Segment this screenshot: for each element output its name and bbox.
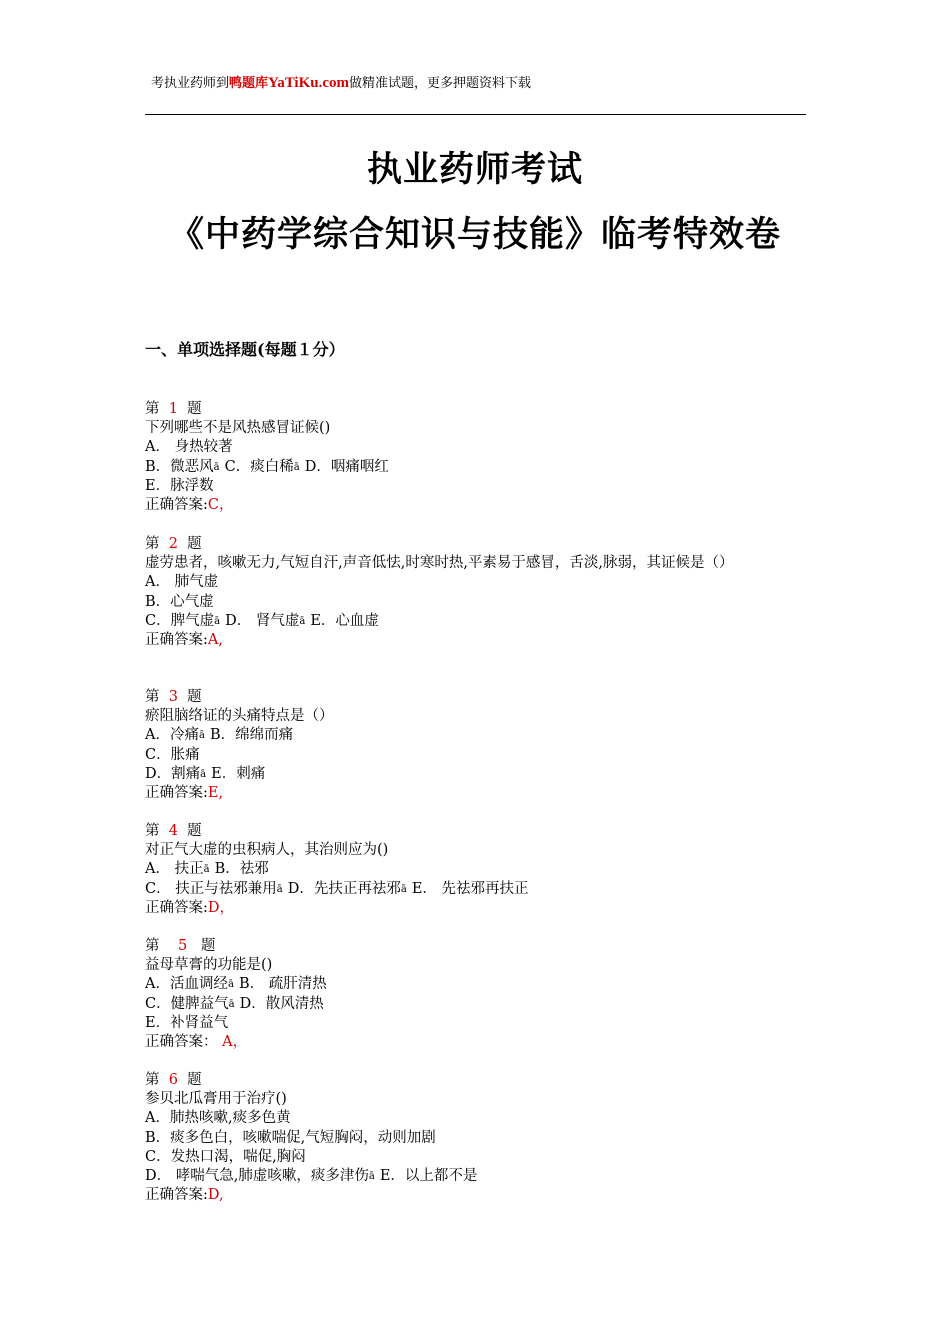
question-number-value: 3 xyxy=(168,689,178,705)
question-number-prefix: 第 xyxy=(145,823,160,839)
option-e: E．刺痛 xyxy=(211,765,266,782)
option-d: D． 哮喘气急,肺虚咳嗽，痰多津伤 xyxy=(145,1168,369,1185)
separator-icon: ā xyxy=(214,615,221,627)
brand-domain-suffix: .com xyxy=(318,75,350,91)
option-b: B．心气虚 xyxy=(145,593,214,610)
answer-row xyxy=(145,1186,810,1205)
question-number-suffix: 题 xyxy=(187,1072,202,1088)
option-c: C．痰白稀 xyxy=(224,458,294,475)
question-number-value: 4 xyxy=(168,823,178,839)
question-number xyxy=(145,400,810,419)
answer-label: 正确答案: xyxy=(145,497,208,514)
question-1 xyxy=(145,400,810,515)
question-5 xyxy=(145,937,810,1052)
option-e: E．脉浮数 xyxy=(145,477,214,494)
separator-icon: ā xyxy=(203,864,210,876)
option-row-ab xyxy=(145,975,810,994)
separator-icon: ā xyxy=(400,883,407,895)
header-tagline: 做精准试题，更多押题资料下载 xyxy=(349,76,532,91)
option-b: B．微恶风 xyxy=(145,458,214,475)
option-e: E．补肾益气 xyxy=(145,1014,229,1031)
option-row-cde xyxy=(145,880,810,899)
option-row-ab xyxy=(145,860,810,879)
option-c: C． 扶正与祛邪兼用 xyxy=(145,880,277,897)
brand-name-en[interactable] xyxy=(268,75,349,91)
question-number-prefix: 第 xyxy=(145,536,160,552)
option-a: A．冷痛 xyxy=(145,727,199,744)
answer-value: A， xyxy=(222,1034,248,1051)
brand-name-en-text: YaTiKu xyxy=(268,75,319,91)
separator-icon: ā xyxy=(198,730,205,742)
question-number-suffix: 题 xyxy=(187,401,202,417)
answer-row xyxy=(145,1033,810,1052)
question-number xyxy=(145,822,810,841)
option-row-ab xyxy=(145,726,810,745)
question-number-suffix: 题 xyxy=(187,823,202,839)
option-c: C．健脾益气 xyxy=(145,995,229,1012)
question-stem: 对正气大虚的虫积病人，其治则应为() xyxy=(145,842,389,859)
option-a: A． 身热较著 xyxy=(145,439,233,456)
question-number-prefix: 第 xyxy=(145,938,160,954)
option-row-cde xyxy=(145,612,810,631)
answer-row xyxy=(145,784,810,803)
question-number xyxy=(145,535,810,554)
question-number-value: 5 xyxy=(177,938,188,954)
answer-row xyxy=(145,496,810,515)
header-divider xyxy=(145,114,806,115)
question-stem: 益母草膏的功能是() xyxy=(145,957,273,974)
separator-icon: ā xyxy=(293,461,300,473)
answer-value: C， xyxy=(207,497,234,514)
question-6 xyxy=(145,1071,810,1205)
option-a: A．活血调经 xyxy=(145,976,228,993)
question-number-suffix: 题 xyxy=(187,536,202,552)
option-row-de xyxy=(145,765,810,784)
option-d: D．割痛 xyxy=(145,765,201,782)
question-number-prefix: 第 xyxy=(145,689,160,705)
question-stem: 参贝北瓜膏用于治疗() xyxy=(145,1091,287,1108)
answer-label: 正确答案: xyxy=(145,1187,208,1204)
question-number-value: 1 xyxy=(168,401,178,417)
question-number xyxy=(145,937,810,956)
option-d: D．先扶正再祛邪 xyxy=(287,880,401,897)
question-number-prefix: 第 xyxy=(145,1072,160,1088)
option-row-de xyxy=(145,1167,810,1186)
option-b: B． 疏肝清热 xyxy=(238,976,327,993)
option-e: E．心血虚 xyxy=(310,612,379,629)
option-c: C．脾气虚 xyxy=(145,612,215,629)
option-e: E． 先祛邪再扶正 xyxy=(411,880,529,897)
answer-value: D, xyxy=(207,1187,224,1204)
question-stem: 瘀阻脑络证的头痛特点是（） xyxy=(145,708,334,725)
question-2 xyxy=(145,535,810,650)
option-c: C．胀痛 xyxy=(145,746,200,763)
answer-label: 正确答案: xyxy=(145,899,208,916)
option-a: A．肺热咳嗽,痰多色黄 xyxy=(145,1110,291,1127)
answer-row xyxy=(145,899,810,918)
separator-icon: ā xyxy=(227,979,234,991)
option-b: B．痰多色白，咳嗽喘促,气短胸闷，动则加剧 xyxy=(145,1129,436,1146)
option-a: A． 扶正 xyxy=(145,861,204,878)
document-title-line1: 执业药师考试 xyxy=(366,149,583,190)
option-a: A． 肺气虚 xyxy=(145,574,219,591)
question-number-suffix: 题 xyxy=(187,689,202,705)
option-b: B．祛邪 xyxy=(214,861,269,878)
option-d: D． 肾气虚 xyxy=(225,612,300,629)
section-heading: 一、单项选择题(每题１分） xyxy=(145,340,345,359)
separator-icon: ā xyxy=(213,461,220,473)
question-number-value: 6 xyxy=(168,1072,178,1088)
separator-icon: ā xyxy=(228,998,235,1010)
answer-label: 正确答案: xyxy=(145,632,208,649)
question-stem: 下列哪些不是风热感冒证候() xyxy=(145,420,331,437)
answer-value: A, xyxy=(207,632,223,649)
question-3 xyxy=(145,688,810,803)
answer-value: E, xyxy=(207,785,224,802)
option-d: D．咽痛咽红 xyxy=(304,458,389,475)
question-number-suffix: 题 xyxy=(201,938,216,954)
answer-row xyxy=(145,631,810,650)
option-b: B．绵绵而痛 xyxy=(209,727,294,744)
question-number xyxy=(145,1071,810,1090)
separator-icon: ā xyxy=(276,883,283,895)
answer-label: 正确答案： xyxy=(145,1034,218,1051)
question-4 xyxy=(145,822,810,918)
answer-value: D， xyxy=(207,899,235,916)
header-prefix: 考执业药师到 xyxy=(151,76,230,91)
option-d: D．散风清热 xyxy=(239,995,324,1012)
site-header xyxy=(151,72,531,92)
answer-label: 正确答案: xyxy=(145,785,208,802)
question-stem: 虚劳患者，咳嗽无力,气短自汗,声音低怯,时寒时热,平素易于感冒，舌淡,脉弱，其证候是（） xyxy=(145,555,734,572)
separator-icon: ā xyxy=(299,615,306,627)
brand-name-cn[interactable]: 鸭题库 xyxy=(229,76,269,91)
option-row-bcd xyxy=(145,458,810,477)
question-number xyxy=(145,688,810,707)
option-e: E．以上都不是 xyxy=(379,1168,478,1185)
question-number-prefix: 第 xyxy=(145,401,160,417)
option-row-cd xyxy=(145,995,810,1014)
option-c: C．发热口渴，喘促,胸闷 xyxy=(145,1148,306,1165)
separator-icon: ā xyxy=(368,1171,375,1183)
question-number-value: 2 xyxy=(168,536,178,552)
document-title-line2: 《中药学综合知识与技能》临考特效卷 xyxy=(168,214,781,255)
separator-icon: ā xyxy=(200,768,207,780)
